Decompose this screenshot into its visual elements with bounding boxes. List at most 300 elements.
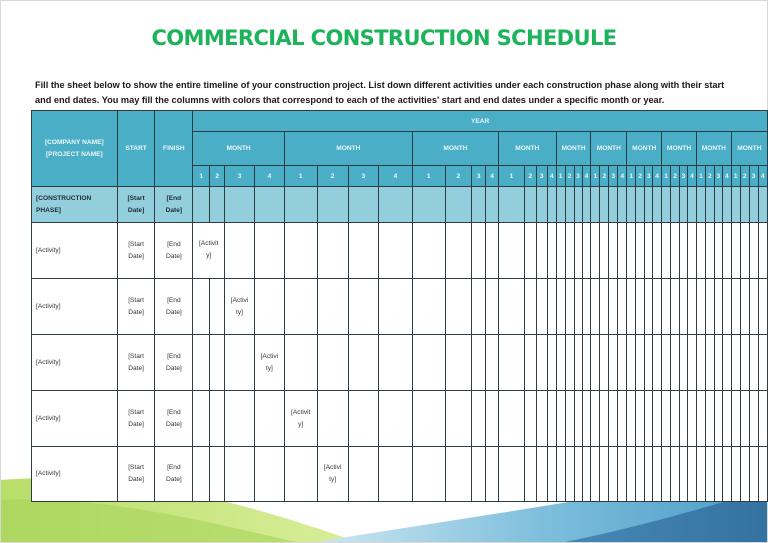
timeline-cell[interactable] xyxy=(284,335,317,391)
timeline-cell[interactable] xyxy=(591,223,600,279)
timeline-cell[interactable] xyxy=(348,391,379,447)
document-title: COMMERCIAL CONSTRUCTION SCHEDULE xyxy=(151,26,617,50)
activity-name-cell[interactable]: [Activity] xyxy=(32,391,118,447)
timeline-cell[interactable] xyxy=(225,187,255,223)
timeline-cell[interactable] xyxy=(636,391,645,447)
timeline-cell[interactable] xyxy=(696,223,705,279)
timeline-cell[interactable] xyxy=(687,279,696,335)
timeline-cell[interactable] xyxy=(591,187,600,223)
timeline-cell[interactable] xyxy=(193,447,210,502)
timeline-cell[interactable] xyxy=(714,447,722,502)
timeline-cell[interactable] xyxy=(225,447,255,502)
timeline-cell[interactable] xyxy=(627,187,636,223)
timeline-cell[interactable] xyxy=(536,447,547,502)
timeline-cell[interactable] xyxy=(600,187,609,223)
timeline-cell[interactable] xyxy=(591,447,600,502)
timeline-cell[interactable] xyxy=(749,223,758,279)
timeline-cell[interactable] xyxy=(618,447,627,502)
timeline-cell[interactable] xyxy=(705,335,714,391)
activity-bar-cell[interactable] xyxy=(317,447,348,502)
timeline-cell[interactable] xyxy=(618,391,627,447)
timeline-cell[interactable] xyxy=(254,391,284,447)
timeline-cell[interactable] xyxy=(749,279,758,335)
timeline-cell[interactable] xyxy=(680,447,688,502)
timeline-cell[interactable] xyxy=(671,187,680,223)
activity-end-cell[interactable] xyxy=(155,223,193,279)
timeline-cell[interactable] xyxy=(740,335,749,391)
timeline-cell[interactable] xyxy=(731,279,740,335)
timeline-cell[interactable] xyxy=(524,335,536,391)
timeline-cell[interactable] xyxy=(671,335,680,391)
timeline-cell[interactable] xyxy=(582,391,591,447)
end-date-line: Date] xyxy=(165,308,182,316)
timeline-cell[interactable] xyxy=(680,279,688,335)
activity-end-cell[interactable] xyxy=(155,447,193,502)
timeline-cell[interactable] xyxy=(472,447,486,502)
activity-row xyxy=(32,391,768,447)
timeline-cell[interactable] xyxy=(609,447,618,502)
timeline-cell[interactable] xyxy=(547,335,556,391)
timeline-cell[interactable] xyxy=(696,335,705,391)
timeline-cell[interactable] xyxy=(722,447,731,502)
timeline-cell[interactable] xyxy=(722,335,731,391)
timeline-cell[interactable] xyxy=(317,391,348,447)
end-date-line: Date] xyxy=(165,364,182,372)
timeline-cell[interactable] xyxy=(536,335,547,391)
timeline-cell[interactable] xyxy=(254,279,284,335)
timeline-cell[interactable] xyxy=(687,187,696,223)
week-header: 3 xyxy=(574,166,582,187)
timeline-cell[interactable] xyxy=(680,187,688,223)
timeline-cell[interactable] xyxy=(536,223,547,279)
timeline-cell[interactable] xyxy=(618,279,627,335)
timeline-cell[interactable] xyxy=(653,447,662,502)
timeline-cell[interactable] xyxy=(445,391,472,447)
timeline-cell[interactable] xyxy=(536,279,547,335)
year-header-row xyxy=(32,111,768,132)
timeline-cell[interactable] xyxy=(348,335,379,391)
week-header: 4 xyxy=(618,166,627,187)
timeline-cell[interactable] xyxy=(600,279,609,335)
timeline-cell[interactable] xyxy=(317,279,348,335)
timeline-cell[interactable] xyxy=(556,223,565,279)
activity-name-cell[interactable]: [Activity] xyxy=(32,447,118,502)
timeline-cell[interactable] xyxy=(758,391,767,447)
timeline-cell[interactable] xyxy=(749,447,758,502)
activity-end-cell[interactable] xyxy=(155,391,193,447)
week-header: 1 xyxy=(284,166,317,187)
timeline-cell[interactable] xyxy=(193,335,210,391)
timeline-cell[interactable] xyxy=(574,391,582,447)
timeline-cell[interactable] xyxy=(317,187,348,223)
timeline-cell[interactable] xyxy=(662,335,671,391)
timeline-cell[interactable] xyxy=(731,223,740,279)
timeline-cell[interactable] xyxy=(524,187,536,223)
timeline-cell[interactable] xyxy=(722,391,731,447)
start-date-line: [Start xyxy=(128,352,144,360)
timeline-cell[interactable] xyxy=(524,223,536,279)
timeline-cell[interactable] xyxy=(574,335,582,391)
timeline-cell[interactable] xyxy=(225,335,255,391)
timeline-cell[interactable] xyxy=(749,335,758,391)
timeline-cell[interactable] xyxy=(556,335,565,391)
start-column-header: START xyxy=(117,111,155,187)
timeline-cell[interactable] xyxy=(680,335,688,391)
timeline-cell[interactable] xyxy=(472,391,486,447)
timeline-cell[interactable] xyxy=(662,279,671,335)
timeline-cell[interactable] xyxy=(379,187,413,223)
timeline-cell[interactable] xyxy=(284,279,317,335)
timeline-cell[interactable] xyxy=(600,223,609,279)
timeline-cell[interactable] xyxy=(524,391,536,447)
timeline-cell[interactable] xyxy=(556,279,565,335)
year-header: YEAR xyxy=(193,111,768,132)
timeline-cell[interactable] xyxy=(705,391,714,447)
month-header-1: MONTH xyxy=(193,132,285,166)
timeline-cell[interactable] xyxy=(348,187,379,223)
timeline-cell[interactable] xyxy=(722,279,731,335)
timeline-cell[interactable] xyxy=(348,279,379,335)
timeline-cell[interactable] xyxy=(472,335,486,391)
week-header: 2 xyxy=(317,166,348,187)
timeline-cell[interactable] xyxy=(193,187,210,223)
week-header: 3 xyxy=(749,166,758,187)
timeline-cell[interactable] xyxy=(547,391,556,447)
timeline-cell[interactable] xyxy=(645,187,653,223)
timeline-cell[interactable] xyxy=(445,447,472,502)
month-header-9: MONTH xyxy=(696,132,731,166)
timeline-cell[interactable] xyxy=(600,391,609,447)
timeline-cell[interactable] xyxy=(600,335,609,391)
timeline-cell[interactable] xyxy=(636,335,645,391)
phase-start-cell[interactable] xyxy=(117,187,155,223)
timeline-cell[interactable] xyxy=(696,187,705,223)
timeline-cell[interactable] xyxy=(714,279,722,335)
timeline-cell[interactable] xyxy=(317,223,348,279)
timeline-cell[interactable] xyxy=(412,391,445,447)
month-header-4: MONTH xyxy=(499,132,557,166)
timeline-cell[interactable] xyxy=(696,447,705,502)
week-header: 4 xyxy=(653,166,662,187)
timeline-cell[interactable] xyxy=(600,447,609,502)
construction-phase-row xyxy=(32,187,768,223)
week-header: 3 xyxy=(714,166,722,187)
timeline-cell[interactable] xyxy=(687,335,696,391)
timeline-cell[interactable] xyxy=(210,187,225,223)
timeline-cell[interactable] xyxy=(412,447,445,502)
timeline-cell[interactable] xyxy=(379,223,413,279)
timeline-cell[interactable] xyxy=(582,447,591,502)
timeline-cell[interactable] xyxy=(645,447,653,502)
activity-bar-label: y] xyxy=(298,420,304,428)
activity-bar-cell[interactable] xyxy=(254,335,284,391)
activity-start-cell[interactable] xyxy=(117,335,155,391)
timeline-cell[interactable] xyxy=(749,391,758,447)
activity-start-cell[interactable] xyxy=(117,391,155,447)
timeline-cell[interactable] xyxy=(696,279,705,335)
timeline-cell[interactable] xyxy=(472,279,486,335)
start-date-line: [Start xyxy=(128,240,144,248)
week-header: 4 xyxy=(254,166,284,187)
timeline-cell[interactable] xyxy=(499,391,525,447)
timeline-cell[interactable] xyxy=(524,447,536,502)
timeline-cell[interactable] xyxy=(671,391,680,447)
timeline-cell[interactable] xyxy=(627,279,636,335)
activity-bar-label: [Activi xyxy=(260,352,279,360)
timeline-cell[interactable] xyxy=(705,187,714,223)
timeline-cell[interactable] xyxy=(254,223,284,279)
timeline-cell[interactable] xyxy=(722,187,731,223)
timeline-cell[interactable] xyxy=(574,187,582,223)
timeline-cell[interactable] xyxy=(609,187,618,223)
company-project-header xyxy=(32,111,118,187)
timeline-cell[interactable] xyxy=(618,335,627,391)
timeline-cell[interactable] xyxy=(524,279,536,335)
timeline-cell[interactable] xyxy=(499,335,525,391)
timeline-cell[interactable] xyxy=(379,335,413,391)
timeline-cell[interactable] xyxy=(627,447,636,502)
timeline-cell[interactable] xyxy=(758,447,767,502)
timeline-cell[interactable] xyxy=(591,391,600,447)
start-date-line: Date] xyxy=(128,364,144,372)
timeline-cell[interactable] xyxy=(645,223,653,279)
timeline-cell[interactable] xyxy=(740,447,749,502)
timeline-cell[interactable] xyxy=(722,223,731,279)
timeline-cell[interactable] xyxy=(653,391,662,447)
timeline-cell[interactable] xyxy=(193,391,210,447)
timeline-cell[interactable] xyxy=(705,223,714,279)
timeline-cell[interactable] xyxy=(671,279,680,335)
timeline-cell[interactable] xyxy=(636,279,645,335)
timeline-cell[interactable] xyxy=(210,447,225,502)
activity-row xyxy=(32,447,768,502)
end-date-line: Date] xyxy=(165,476,182,483)
timeline-cell[interactable] xyxy=(687,447,696,502)
activity-start-cell[interactable] xyxy=(117,223,155,279)
timeline-cell[interactable] xyxy=(740,223,749,279)
timeline-cell[interactable] xyxy=(758,335,767,391)
timeline-cell[interactable] xyxy=(379,447,413,502)
timeline-cell[interactable] xyxy=(645,391,653,447)
week-header: 2 xyxy=(565,166,574,187)
timeline-cell[interactable] xyxy=(445,335,472,391)
timeline-cell[interactable] xyxy=(284,447,317,502)
timeline-cell[interactable] xyxy=(731,187,740,223)
timeline-cell[interactable] xyxy=(645,335,653,391)
timeline-cell[interactable] xyxy=(758,223,767,279)
timeline-cell[interactable] xyxy=(445,279,472,335)
timeline-cell[interactable] xyxy=(618,223,627,279)
timeline-cell[interactable] xyxy=(574,279,582,335)
timeline-cell[interactable] xyxy=(680,223,688,279)
timeline-cell[interactable] xyxy=(696,391,705,447)
activity-name-cell[interactable]: [Activity] xyxy=(32,223,118,279)
timeline-cell[interactable] xyxy=(714,335,722,391)
timeline-cell[interactable] xyxy=(636,187,645,223)
timeline-cell[interactable] xyxy=(705,279,714,335)
timeline-cell[interactable] xyxy=(731,335,740,391)
timeline-cell[interactable] xyxy=(348,447,379,502)
timeline-cell[interactable] xyxy=(472,187,486,223)
timeline-cell[interactable] xyxy=(574,223,582,279)
timeline-cell[interactable] xyxy=(254,187,284,223)
week-header: 2 xyxy=(210,166,225,187)
timeline-cell[interactable] xyxy=(412,187,445,223)
timeline-cell[interactable] xyxy=(582,223,591,279)
timeline-cell[interactable] xyxy=(486,223,499,279)
timeline-cell[interactable] xyxy=(486,447,499,502)
timeline-cell[interactable] xyxy=(740,391,749,447)
timeline-cell[interactable] xyxy=(582,279,591,335)
timeline-cell[interactable] xyxy=(445,223,472,279)
timeline-cell[interactable] xyxy=(653,279,662,335)
timeline-cell[interactable] xyxy=(499,279,525,335)
timeline-cell[interactable] xyxy=(486,187,499,223)
timeline-cell[interactable] xyxy=(740,279,749,335)
timeline-cell[interactable] xyxy=(671,223,680,279)
timeline-cell[interactable] xyxy=(445,187,472,223)
timeline-cell[interactable] xyxy=(284,187,317,223)
timeline-cell[interactable] xyxy=(653,335,662,391)
timeline-cell[interactable] xyxy=(565,187,574,223)
timeline-cell[interactable] xyxy=(636,223,645,279)
timeline-cell[interactable] xyxy=(687,223,696,279)
timeline-cell[interactable] xyxy=(671,447,680,502)
timeline-cell[interactable] xyxy=(565,223,574,279)
timeline-cell[interactable] xyxy=(284,223,317,279)
timeline-cell[interactable] xyxy=(705,447,714,502)
month-header-8: MONTH xyxy=(662,132,697,166)
timeline-cell[interactable] xyxy=(210,279,225,335)
timeline-cell[interactable] xyxy=(412,335,445,391)
timeline-cell[interactable] xyxy=(472,223,486,279)
activity-end-cell[interactable] xyxy=(155,279,193,335)
timeline-cell[interactable] xyxy=(486,335,499,391)
timeline-cell[interactable] xyxy=(758,187,767,223)
timeline-cell[interactable] xyxy=(591,335,600,391)
timeline-cell[interactable] xyxy=(210,391,225,447)
timeline-cell[interactable] xyxy=(731,391,740,447)
end-date-line: [End xyxy=(167,464,181,471)
week-header: 2 xyxy=(671,166,680,187)
timeline-cell[interactable] xyxy=(687,391,696,447)
phase-name-cell[interactable] xyxy=(32,187,118,223)
timeline-cell[interactable] xyxy=(536,391,547,447)
timeline-cell[interactable] xyxy=(565,447,574,502)
timeline-cell[interactable] xyxy=(499,447,525,502)
month-header-3: MONTH xyxy=(412,132,498,166)
timeline-cell[interactable] xyxy=(225,223,255,279)
activity-name-cell[interactable]: [Activity] xyxy=(32,335,118,391)
activity-bar-cell[interactable] xyxy=(225,279,255,335)
activity-bar-label: ty] xyxy=(329,476,337,483)
timeline-cell[interactable] xyxy=(653,223,662,279)
activity-bar-cell[interactable] xyxy=(284,391,317,447)
timeline-cell[interactable] xyxy=(486,391,499,447)
timeline-cell[interactable] xyxy=(591,279,600,335)
timeline-cell[interactable] xyxy=(565,279,574,335)
week-header: 1 xyxy=(591,166,600,187)
timeline-cell[interactable] xyxy=(412,279,445,335)
timeline-cell[interactable] xyxy=(627,223,636,279)
timeline-cell[interactable] xyxy=(662,187,671,223)
timeline-cell[interactable] xyxy=(193,279,210,335)
timeline-cell[interactable] xyxy=(565,335,574,391)
timeline-cell[interactable] xyxy=(582,187,591,223)
end-date-line: [End xyxy=(167,352,181,360)
activity-start-cell[interactable] xyxy=(117,279,155,335)
timeline-cell[interactable] xyxy=(662,447,671,502)
timeline-cell[interactable] xyxy=(556,447,565,502)
timeline-cell[interactable] xyxy=(749,187,758,223)
timeline-cell[interactable] xyxy=(574,447,582,502)
end-date-line: Date] xyxy=(165,420,182,428)
timeline-cell[interactable] xyxy=(547,223,556,279)
activity-row xyxy=(32,335,768,391)
timeline-cell[interactable] xyxy=(499,223,525,279)
timeline-cell[interactable] xyxy=(758,279,767,335)
timeline-cell[interactable] xyxy=(379,391,413,447)
timeline-cell[interactable] xyxy=(609,391,618,447)
timeline-cell[interactable] xyxy=(714,391,722,447)
timeline-cell[interactable] xyxy=(565,391,574,447)
timeline-cell[interactable] xyxy=(225,391,255,447)
timeline-cell[interactable] xyxy=(486,279,499,335)
timeline-cell[interactable] xyxy=(609,279,618,335)
timeline-cell[interactable] xyxy=(609,223,618,279)
timeline-cell[interactable] xyxy=(714,223,722,279)
timeline-cell[interactable] xyxy=(627,391,636,447)
timeline-cell[interactable] xyxy=(556,391,565,447)
timeline-cell[interactable] xyxy=(547,447,556,502)
timeline-cell[interactable] xyxy=(731,447,740,502)
timeline-cell[interactable] xyxy=(547,187,556,223)
timeline-cell[interactable] xyxy=(348,223,379,279)
timeline-cell[interactable] xyxy=(653,187,662,223)
activity-name-cell[interactable]: [Activity] xyxy=(32,279,118,335)
timeline-cell[interactable] xyxy=(547,279,556,335)
activity-row xyxy=(32,223,768,279)
timeline-cell[interactable] xyxy=(379,279,413,335)
week-header: 1 xyxy=(662,166,671,187)
timeline-cell[interactable] xyxy=(210,335,225,391)
timeline-cell[interactable] xyxy=(714,187,722,223)
activity-bar-cell[interactable] xyxy=(193,223,225,279)
activity-bar-label: y] xyxy=(206,252,212,259)
week-header: 1 xyxy=(696,166,705,187)
timeline-cell[interactable] xyxy=(740,187,749,223)
week-header: 3 xyxy=(680,166,688,187)
timeline-cell[interactable] xyxy=(254,447,284,502)
timeline-cell[interactable] xyxy=(645,279,653,335)
activity-end-cell[interactable] xyxy=(155,335,193,391)
timeline-cell[interactable] xyxy=(627,335,636,391)
activity-start-cell[interactable] xyxy=(117,447,155,502)
timeline-cell[interactable] xyxy=(662,223,671,279)
timeline-cell[interactable] xyxy=(618,187,627,223)
timeline-cell[interactable] xyxy=(536,187,547,223)
timeline-cell[interactable] xyxy=(499,187,525,223)
timeline-cell[interactable] xyxy=(662,391,671,447)
timeline-cell[interactable] xyxy=(317,335,348,391)
timeline-cell[interactable] xyxy=(412,223,445,279)
timeline-cell[interactable] xyxy=(636,447,645,502)
timeline-cell[interactable] xyxy=(680,391,688,447)
timeline-cell[interactable] xyxy=(609,335,618,391)
timeline-cell[interactable] xyxy=(556,187,565,223)
phase-end-cell[interactable] xyxy=(155,187,193,223)
timeline-cell[interactable] xyxy=(582,335,591,391)
